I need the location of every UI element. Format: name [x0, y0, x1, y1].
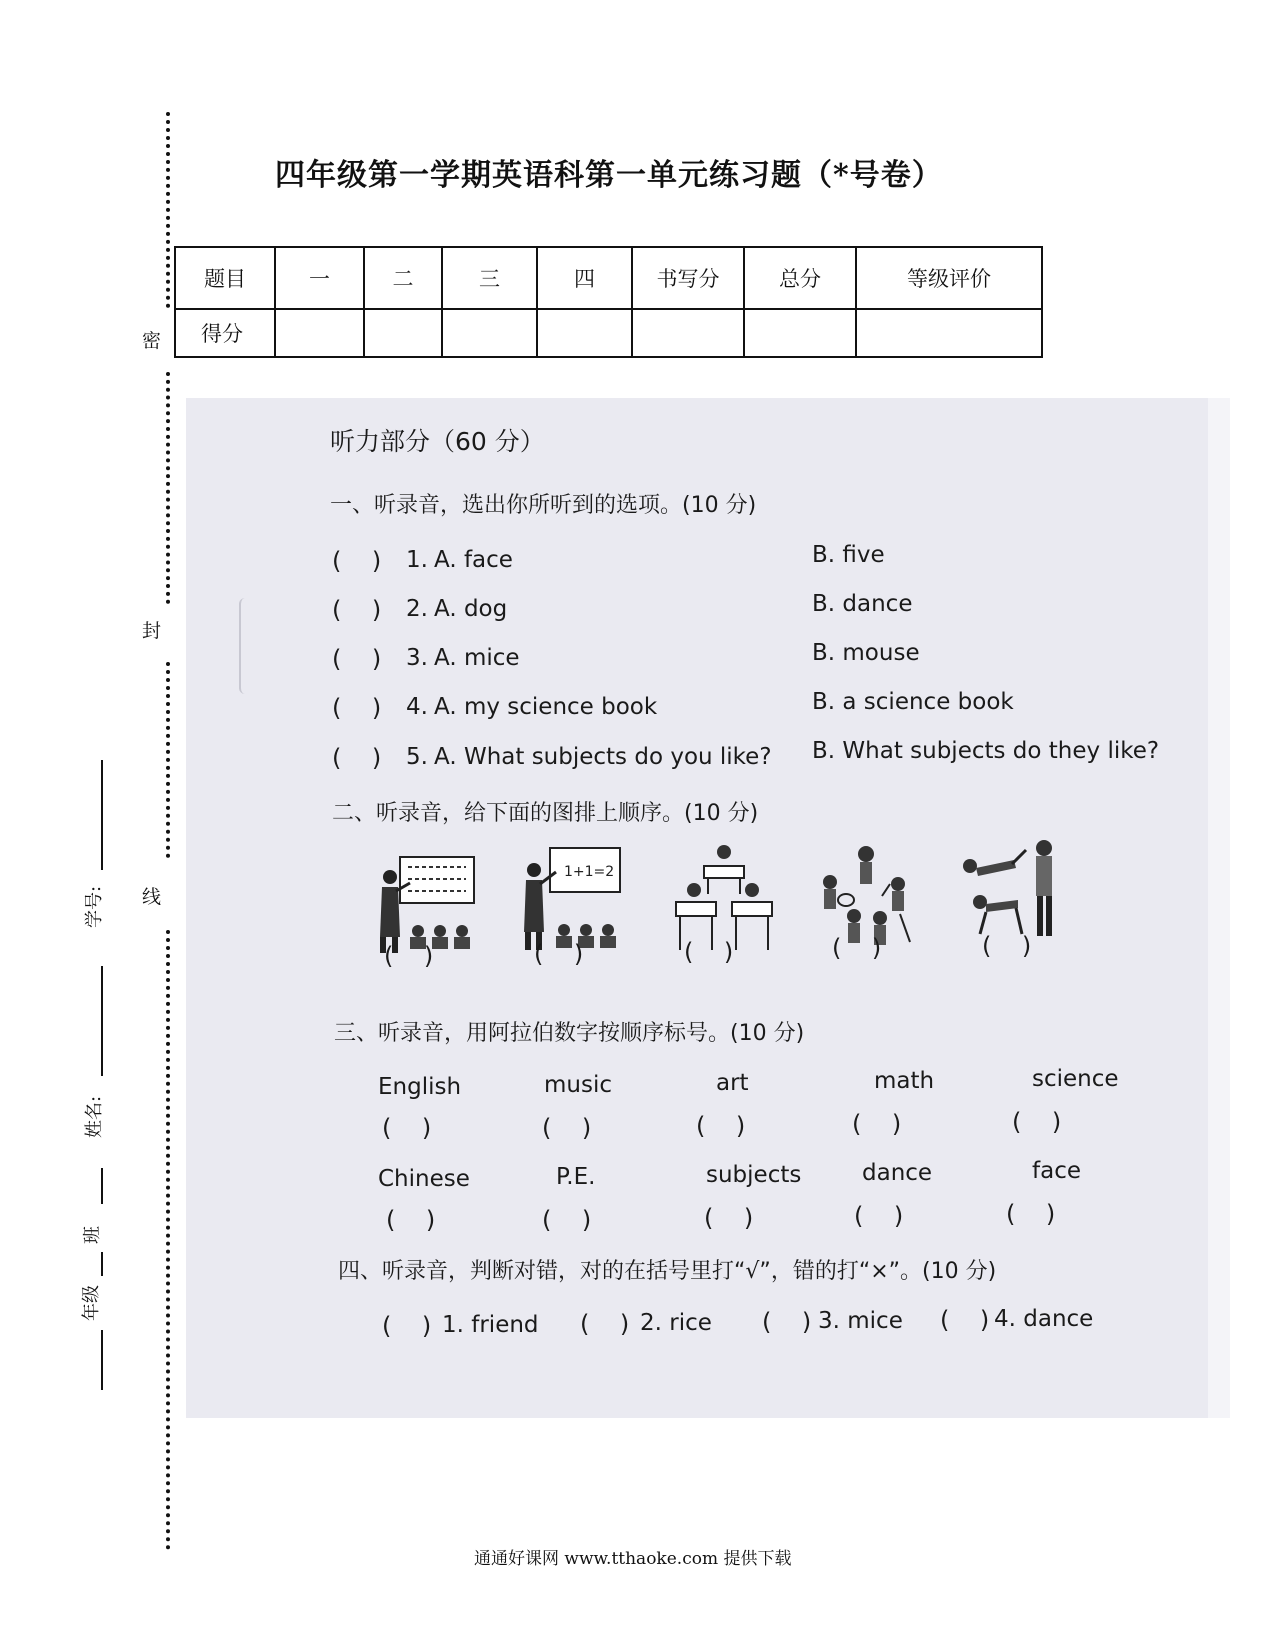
seal-char-xian: 线 — [142, 886, 162, 908]
option-a: A. my science book — [434, 694, 658, 720]
subject-word: math — [874, 1068, 935, 1094]
score-cell[interactable] — [856, 309, 1042, 357]
item-number: 1. — [406, 547, 428, 573]
subject-word: subjects — [706, 1162, 802, 1188]
order-parens[interactable]: ( ) — [386, 1206, 436, 1234]
subject-word: science — [1032, 1066, 1119, 1092]
seal-char-mi: 密 — [142, 330, 162, 352]
class-line — [101, 1168, 103, 1204]
grade-label: 年级 — [81, 1285, 102, 1321]
answer-parens[interactable]: ( ) — [332, 694, 382, 722]
listening-heading: 听力部分（60 分） — [330, 427, 545, 456]
order-parens[interactable]: ( ) — [696, 1112, 746, 1140]
option-a: A. mice — [434, 645, 520, 671]
order-parens[interactable]: ( ) — [542, 1206, 592, 1234]
order-parens[interactable]: ( ) — [542, 1114, 592, 1142]
board-math-text: 1+1=2 — [564, 864, 615, 880]
picture-answer-parens[interactable]: ( ) — [832, 934, 882, 962]
judge-parens[interactable]: ( ) — [580, 1310, 630, 1338]
seal-dotted-line-top — [166, 112, 170, 308]
option-b: B. What subjects do they like? — [812, 738, 1160, 764]
picture-answer-parens[interactable]: ( ) — [534, 940, 584, 968]
judge-item: 4. dance — [994, 1306, 1094, 1332]
page-title: 四年级第一学期英语科第一单元练习题（*号卷） — [275, 158, 943, 193]
header-cell: 一 — [275, 247, 364, 309]
section1-title: 一、听录音，选出你所听到的选项。(10 分) — [330, 493, 757, 518]
picture-answer-parens[interactable]: ( ) — [384, 942, 434, 970]
option-b: B. a science book — [812, 689, 1014, 715]
option-b: B. mouse — [812, 640, 920, 666]
score-table — [174, 246, 1043, 358]
scanned-listening-section — [186, 398, 1230, 1418]
judge-item: 3. mice — [818, 1308, 903, 1334]
student-id-line — [101, 760, 103, 870]
order-parens[interactable]: ( ) — [1006, 1200, 1056, 1228]
footer-credit: 通通好课网 www.tthaoke.com 提供下载 — [474, 1549, 792, 1569]
judge-parens[interactable]: ( ) — [940, 1306, 990, 1334]
score-cell[interactable] — [632, 309, 744, 357]
item-number: 2. — [406, 596, 428, 622]
judge-parens[interactable]: ( ) — [382, 1312, 432, 1340]
subject-word: face — [1032, 1158, 1081, 1184]
picture-answer-parens[interactable]: ( ) — [684, 938, 734, 966]
answer-parens[interactable]: ( ) — [332, 645, 382, 673]
subject-word: art — [716, 1070, 749, 1096]
header-cell: 二 — [364, 247, 442, 309]
order-parens[interactable]: ( ) — [704, 1204, 754, 1232]
section3-title: 三、听录音，用阿拉伯数字按顺序标号。(10 分) — [334, 1021, 805, 1046]
judge-item: 2. rice — [640, 1310, 712, 1336]
header-cell: 三 — [442, 247, 537, 309]
order-parens[interactable]: ( ) — [854, 1202, 904, 1230]
order-parens[interactable]: ( ) — [852, 1110, 902, 1138]
score-table-header-row — [175, 247, 1042, 309]
answer-parens[interactable]: ( ) — [332, 744, 382, 772]
grade-line-lower — [101, 1330, 103, 1390]
item-number: 3. — [406, 645, 428, 671]
answer-parens[interactable]: ( ) — [332, 596, 382, 624]
option-a: A. What subjects do you like? — [434, 744, 772, 770]
score-row-label: 得分 — [175, 309, 275, 357]
score-cell[interactable] — [364, 309, 442, 357]
subject-word: music — [544, 1072, 613, 1098]
header-cell: 等级评价 — [856, 247, 1042, 309]
answer-parens[interactable]: ( ) — [332, 547, 382, 575]
header-cell: 题目 — [175, 247, 275, 309]
order-parens[interactable]: ( ) — [1012, 1108, 1062, 1136]
grade-line — [101, 1252, 103, 1276]
option-b: B. dance — [812, 591, 913, 617]
class-label: 班 — [82, 1226, 103, 1244]
seal-dotted-line-2 — [166, 372, 170, 604]
score-cell[interactable] — [275, 309, 364, 357]
item-number: 5. — [406, 744, 428, 770]
subject-word: English — [378, 1074, 462, 1100]
score-table-score-row — [175, 309, 1042, 357]
student-id-label: 学号: — [84, 885, 106, 929]
scan-edge — [1208, 398, 1230, 1418]
header-cell: 书写分 — [632, 247, 744, 309]
section4-title: 四、听录音，判断对错，对的在括号里打“√”，错的打“×”。(10 分) — [338, 1259, 997, 1284]
item-number: 4. — [406, 694, 428, 720]
option-a: A. face — [434, 547, 513, 573]
option-a: A. dog — [434, 596, 508, 622]
judge-parens[interactable]: ( ) — [762, 1308, 812, 1336]
header-cell: 四 — [537, 247, 632, 309]
seal-dotted-line-4 — [166, 930, 170, 1550]
subject-word: P.E. — [556, 1164, 596, 1190]
header-cell: 总分 — [744, 247, 856, 309]
option-b: B. five — [812, 542, 885, 568]
judge-item: 1. friend — [442, 1312, 539, 1338]
score-cell[interactable] — [744, 309, 856, 357]
score-cell[interactable] — [442, 309, 537, 357]
seal-dotted-line-3 — [166, 662, 170, 858]
name-line — [101, 966, 103, 1076]
seal-char-feng: 封 — [142, 620, 162, 642]
name-label: 姓名: — [84, 1095, 106, 1139]
order-parens[interactable]: ( ) — [382, 1114, 432, 1142]
subject-word: dance — [862, 1160, 933, 1186]
section2-title: 二、听录音，给下面的图排上顺序。(10 分) — [332, 801, 759, 826]
subject-word: Chinese — [378, 1166, 470, 1192]
picture-answer-parens[interactable]: ( ) — [982, 932, 1032, 960]
score-cell[interactable] — [537, 309, 632, 357]
scan-mark — [239, 598, 253, 694]
